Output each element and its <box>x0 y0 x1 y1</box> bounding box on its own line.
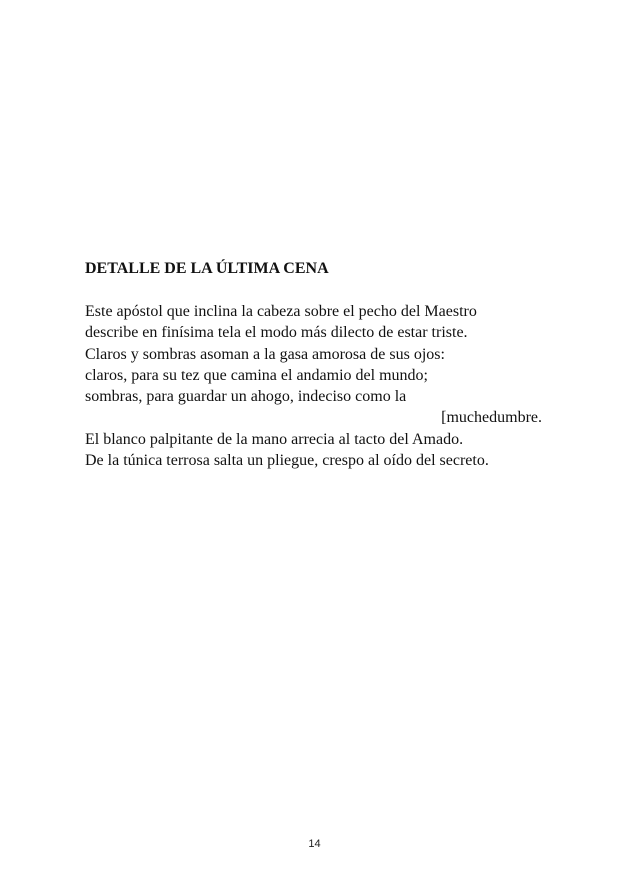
poem-line-continuation: [muchedumbre. <box>441 409 542 427</box>
poem-block <box>85 258 550 471</box>
poem-title: DETALLE DE LA ÚLTIMA CENA <box>85 260 329 277</box>
poem-line: Este apóstol que inclina la cabeza sobre el pecho del Maestro <box>85 303 477 320</box>
page-number: 14 <box>308 838 321 850</box>
poem-line: El blanco palpitante de la mano arrecia al tacto del Amado. <box>85 430 464 448</box>
poem-body <box>85 301 550 471</box>
poem-line: Claros y sombras asoman a la gasa amorosa de sus ojos: <box>85 345 445 363</box>
poem-line: claros, para su tez que camina el andamio del mundo; <box>85 366 428 384</box>
poem-line: sombras, para guardar un ahogo, indeciso como la <box>85 388 407 406</box>
poem-line: De la túnica terrosa salta un pliegue, crespo al oído del secreto. <box>85 452 489 470</box>
poem-line: describe en finísima tela el modo más dilecto de estar triste. <box>85 324 468 342</box>
